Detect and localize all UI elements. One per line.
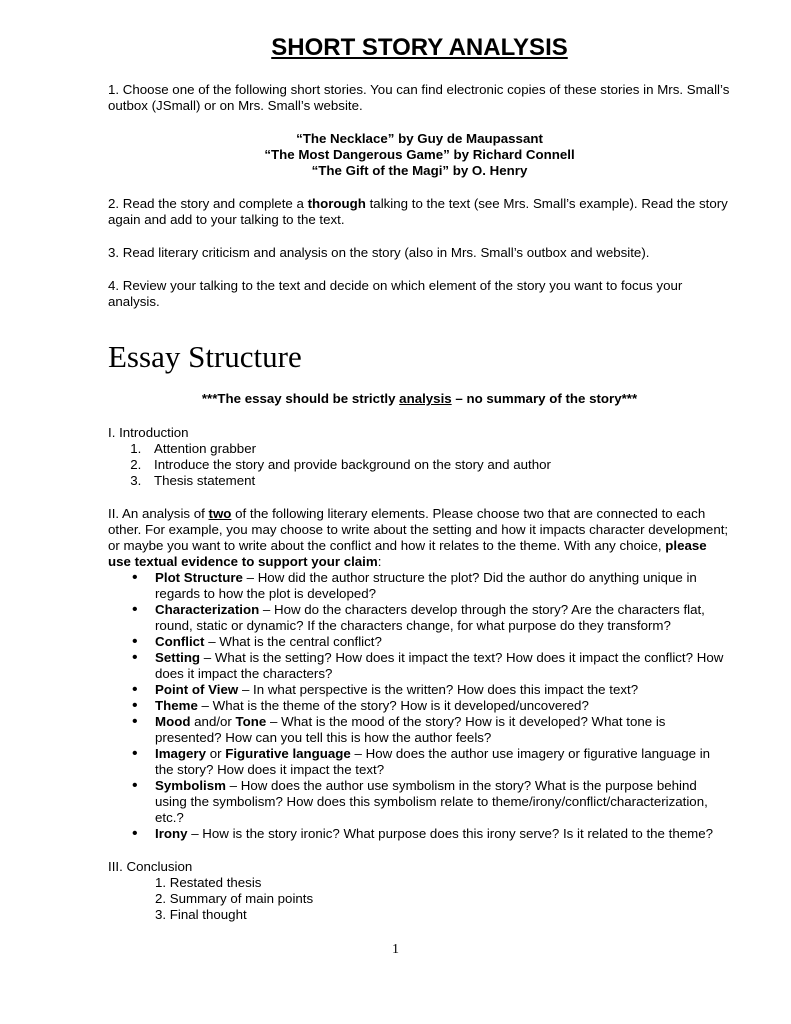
list-item: • Point of View – In what perspective is the written? How does this impact the text?: [155, 682, 731, 698]
list-item: • Mood and/or Tone – What is the mood of the story? How is it developed? What tone is presented? How can you tell this is how the author feels?: [155, 714, 731, 746]
conclusion-heading: III. Conclusion: [108, 859, 193, 874]
step-1: 1. Choose one of the following short stories. You can find electronic copies of these stories in Mrs. Small’s outbox (JSmall) or on Mrs. Small’s website.: [108, 82, 730, 113]
emphasis-evidence: please use textual evidence to support your claim: [108, 538, 707, 569]
list-item: 2. Summary of main points: [155, 891, 314, 906]
conclusion-list: [108, 875, 731, 923]
list-item: • Imagery or Figurative language – How does the author use imagery or figurative language in the story? How does it impact the text?: [155, 746, 731, 778]
step-3: 3. Read literary criticism and analysis on the story (also in Mrs. Small’s outbox and website).: [108, 245, 650, 260]
analysis-paragraph: II. An analysis of two of the following literary elements. Please choose two that are connected to each other. For example, you may choose to write about the setting and how it impacts character development; or maybe you want to write about the conflict and how it relates to the theme. With any choice, please use textual evidence to support your claim:: [108, 506, 729, 569]
literary-elements-list: [108, 570, 731, 842]
list-item: 3. Thesis statement: [145, 473, 731, 489]
introduction-heading: I. Introduction: [108, 425, 189, 440]
list-item: 3. Final thought: [155, 907, 247, 922]
step-2: 2. Read the story and complete a thorough talking to the text (see Mrs. Small’s example). Read the story again and add to your talking to the text.: [108, 196, 728, 227]
page-number: 1: [392, 942, 399, 957]
page-title: SHORT STORY ANALYSIS: [271, 34, 568, 61]
essay-structure-heading: Essay Structure: [108, 339, 302, 374]
story-item: “The Necklace” by Guy de Maupassant: [296, 131, 543, 146]
list-item: • Conflict – What is the central conflict?: [155, 634, 731, 650]
emphasis-analysis: analysis: [399, 391, 452, 406]
list-item: • Theme – What is the theme of the story? How is it developed/uncovered?: [155, 698, 731, 714]
emphasis-thorough: thorough: [307, 196, 366, 211]
story-item: “The Most Dangerous Game” by Richard Connell: [264, 147, 575, 162]
introduction-list: [108, 441, 731, 489]
step-4: 4. Review your talking to the text and decide on which element of the story you want to focus your analysis.: [108, 278, 683, 309]
list-item: • Irony – How is the story ironic? What purpose does this irony serve? Is it related to the theme?: [155, 826, 731, 842]
list-item: • Symbolism – How does the author use symbolism in the story? What is the purpose behind using the symbolism? How does this symbolism relate to theme/irony/conflict/characterization, etc.?: [155, 778, 731, 826]
list-item: 2. Introduce the story and provide background on the story and author: [145, 457, 731, 473]
story-item: “The Gift of the Magi” by O. Henry: [311, 163, 528, 178]
list-item: 1. Attention grabber: [145, 441, 731, 457]
list-item: 1. Restated thesis: [155, 875, 262, 890]
emphasis-two: two: [208, 506, 232, 521]
analysis-note: ***The essay should be strictly analysis – no summary of the story***: [201, 391, 638, 406]
list-item: • Setting – What is the setting? How does it impact the text? How does it impact the conflict? How does it impact the characters?: [155, 650, 731, 682]
list-item: • Characterization – How do the characters develop through the story? Are the characters flat, round, static or dynamic? If the characters change, for what purpose do they transform?: [155, 602, 731, 634]
story-list: [108, 131, 731, 179]
list-item: • Plot Structure – How did the author structure the plot? Did the author do anything unique in regards to how the plot is developed?: [155, 570, 731, 602]
